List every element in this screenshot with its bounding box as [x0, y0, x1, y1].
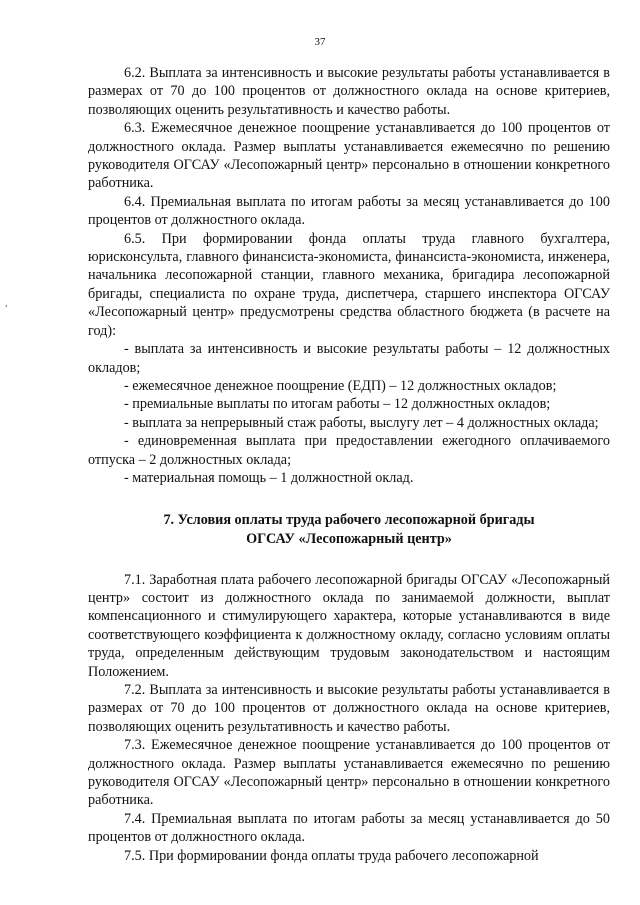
margin-mark: ,: [5, 298, 8, 309]
paragraph-7-1: 7.1. Заработная плата рабочего лесопожарной бригады ОГСАУ «Лесопожарный центр» состоит из должностного оклада по занимаемой должности, выплат компенсационного и стимулирующего характера, которые устанавливаются в виде соответствующего коэффициента к должностному окладу, согласно условиям оплаты труда, определенным действующим трудовым законодательством и настоящим Положением.: [88, 571, 610, 680]
paragraph-7-3: 7.3. Ежемесячное денежное поощрение устанавливается до 100 процентов от должностного оклада. Размер выплаты устанавливается ежемесячно по решению руководителя ОГСАУ «Лесопожарный центр» персонально в отношении конкретного работника.: [88, 737, 610, 809]
list-item: - единовременная выплата при предоставлении ежегодного оплачиваемого отпуска – 2 должностных оклада;: [88, 433, 610, 468]
paragraph-7-4: 7.4. Премиальная выплата по итогам работы за месяц устанавливается до 50 процентов от должностного оклада.: [88, 810, 610, 846]
paragraph-6-3: 6.3. Ежемесячное денежное поощрение устанавливается до 100 процентов от должностного оклада. Размер выплаты устанавливается ежемесячно по решению руководителя ОГСАУ «Лесопожарный центр» персонально в отношении конкретного работника.: [88, 120, 610, 192]
paragraph-6-5: 6.5. При формировании фонда оплаты труда главного бухгалтера, юрисконсульта, главного финансиста-экономиста, финансиста-экономиста, инженера, начальника лесопожарной станции, главного механика, бригадира лесопожарной бригады, специалиста по охране труда, диспетчера, старшего инспектора ОГСАУ «Лесопожарный центр» предусмотрены средства областного бюджета (в расчете на год):: [88, 230, 610, 339]
page-number: 37: [314, 36, 326, 48]
list-item: - выплата за непрерывный стаж работы, выслугу лет – 4 должностных оклада;: [124, 414, 599, 431]
paragraph-6-4: 6.4. Премиальная выплата по итогам работы за месяц устанавливается до 100 процентов от должностного оклада.: [88, 193, 610, 229]
section-title-line-2: ОГСАУ «Лесопожарный центр»: [246, 530, 452, 547]
list-item: - ежемесячное денежное поощрение (ЕДП) – 12 должностных окладов;: [124, 377, 557, 394]
document-body: [88, 64, 610, 865]
paragraph-6-2: 6.2. Выплата за интенсивность и высокие результаты работы устанавливается в размерах от 70 до 100 процентов от должностного оклада на основе критериев, позволяющих оценить результативность и качество работы.: [88, 65, 610, 118]
list-item: - материальная помощь – 1 должностной оклад.: [124, 469, 414, 486]
paragraph-7-5: 7.5. При формировании фонда оплаты труда рабочего лесопожарной: [124, 847, 539, 864]
list-item: - премиальные выплаты по итогам работы – 12 должностных окладов;: [124, 396, 551, 413]
list-item: - выплата за интенсивность и высокие результаты работы – 12 должностных окладов;: [88, 341, 610, 376]
section-title: [88, 511, 610, 548]
section-title-line-1: 7. Условия оплаты труда рабочего лесопожарной бригады: [163, 512, 535, 529]
paragraph-7-2: 7.2. Выплата за интенсивность и высокие результаты работы устанавливается в размерах от 70 до 100 процентов от должностного оклада на основе критериев, позволяющих оценить результативность и качество работы.: [88, 681, 610, 735]
